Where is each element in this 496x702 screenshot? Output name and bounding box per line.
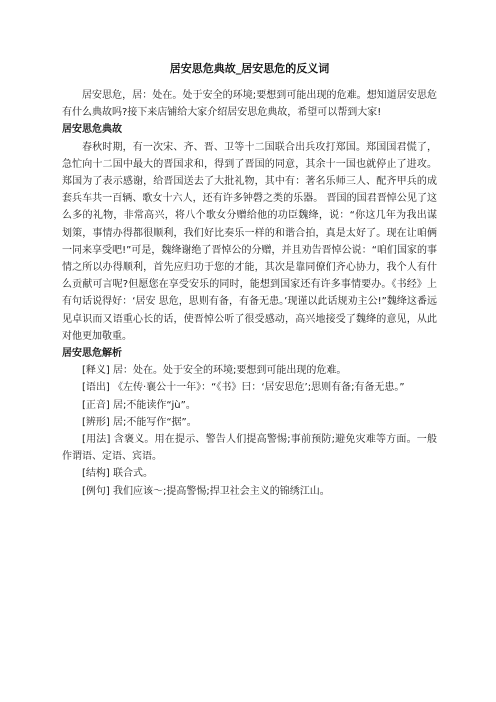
analysis-heading: 居安思危解析 (62, 348, 122, 360)
term-source: [语出] 《左传·襄公十一年》：“《书》曰：‘居安思危’;思则有备;有备无患。” (82, 382, 405, 394)
term-definition: [释义] 居：处在。处于安全的环境;要想到可能出现的危难。 (82, 365, 347, 377)
intro-paragraph: 居安思危，居：处在。处于安全的环境;要想到可能出现的危难。想知道居安思危有什么典故吗?接下来店铺给大家介绍居安思危典故，希望可以帮到大家! (62, 90, 437, 119)
term-pronunciation: [正音] 居;不能读作“jù”。 (82, 399, 196, 411)
story-heading: 居安思危典故 (62, 124, 122, 136)
term-example: [例句] 我们应该～;提高警惕;捍卫社会主义的锦绣江山。 (82, 485, 330, 497)
page-title: 居安思危典故_居安思危的反义词 (169, 62, 330, 75)
term-structure: [结构] 联合式。 (82, 468, 153, 480)
document-page (62, 62, 437, 500)
story-paragraph: 春秋时期，有一次宋、齐、晋、卫等十二国联合出兵攻打郑国。郑国国君慌了，急忙向十二国中最大的晋国求和，得到了晋国的同意，其余十一国也就停止了进攻。郑国为了表示感谢，给晋国送去了大批礼物，其中有：著名乐师三人、配齐甲兵的成套兵车共一百辆、歌女十六人，还有许多钟磬之类的乐器。 晋国的国君晋悼公见了这么多的礼物，非常高兴，将八个歌女分赠给他的功臣魏绛，说：“你这几年为我出谋划策，事情办得都很顺利，我们好比奏乐一样的和谐合拍，真是太好了。现在让咱俩一同来享受吧!”可是，魏绛谢绝了晋悼公的分赠，并且劝告晋悼公说：“咱们国家的事情之所以办得顺利，首先应归功于您的才能，其次是靠同僚们齐心协力，我个人有什么贡献可言呢?但愿您在享受安乐的同时，能想到国家还有许多事情要办。《书经》上有句话说得好：‘居安 思危，思则有备，有备无患。’现谨以此话规劝主公!”魏绛这番远见卓识而又语重心长的话，使晋悼公听了很受感动，高兴地接受了魏绛的意见，从此对他更加敬重。 (62, 141, 437, 342)
term-form: [辨形] 居;不能写作“据”。 (82, 416, 197, 428)
term-usage: [用法] 含褒义。用在提示、警告人们提高警惕;事前预防;避免灾难等方面。一般作谓语、定语、宾语。 (62, 434, 437, 463)
